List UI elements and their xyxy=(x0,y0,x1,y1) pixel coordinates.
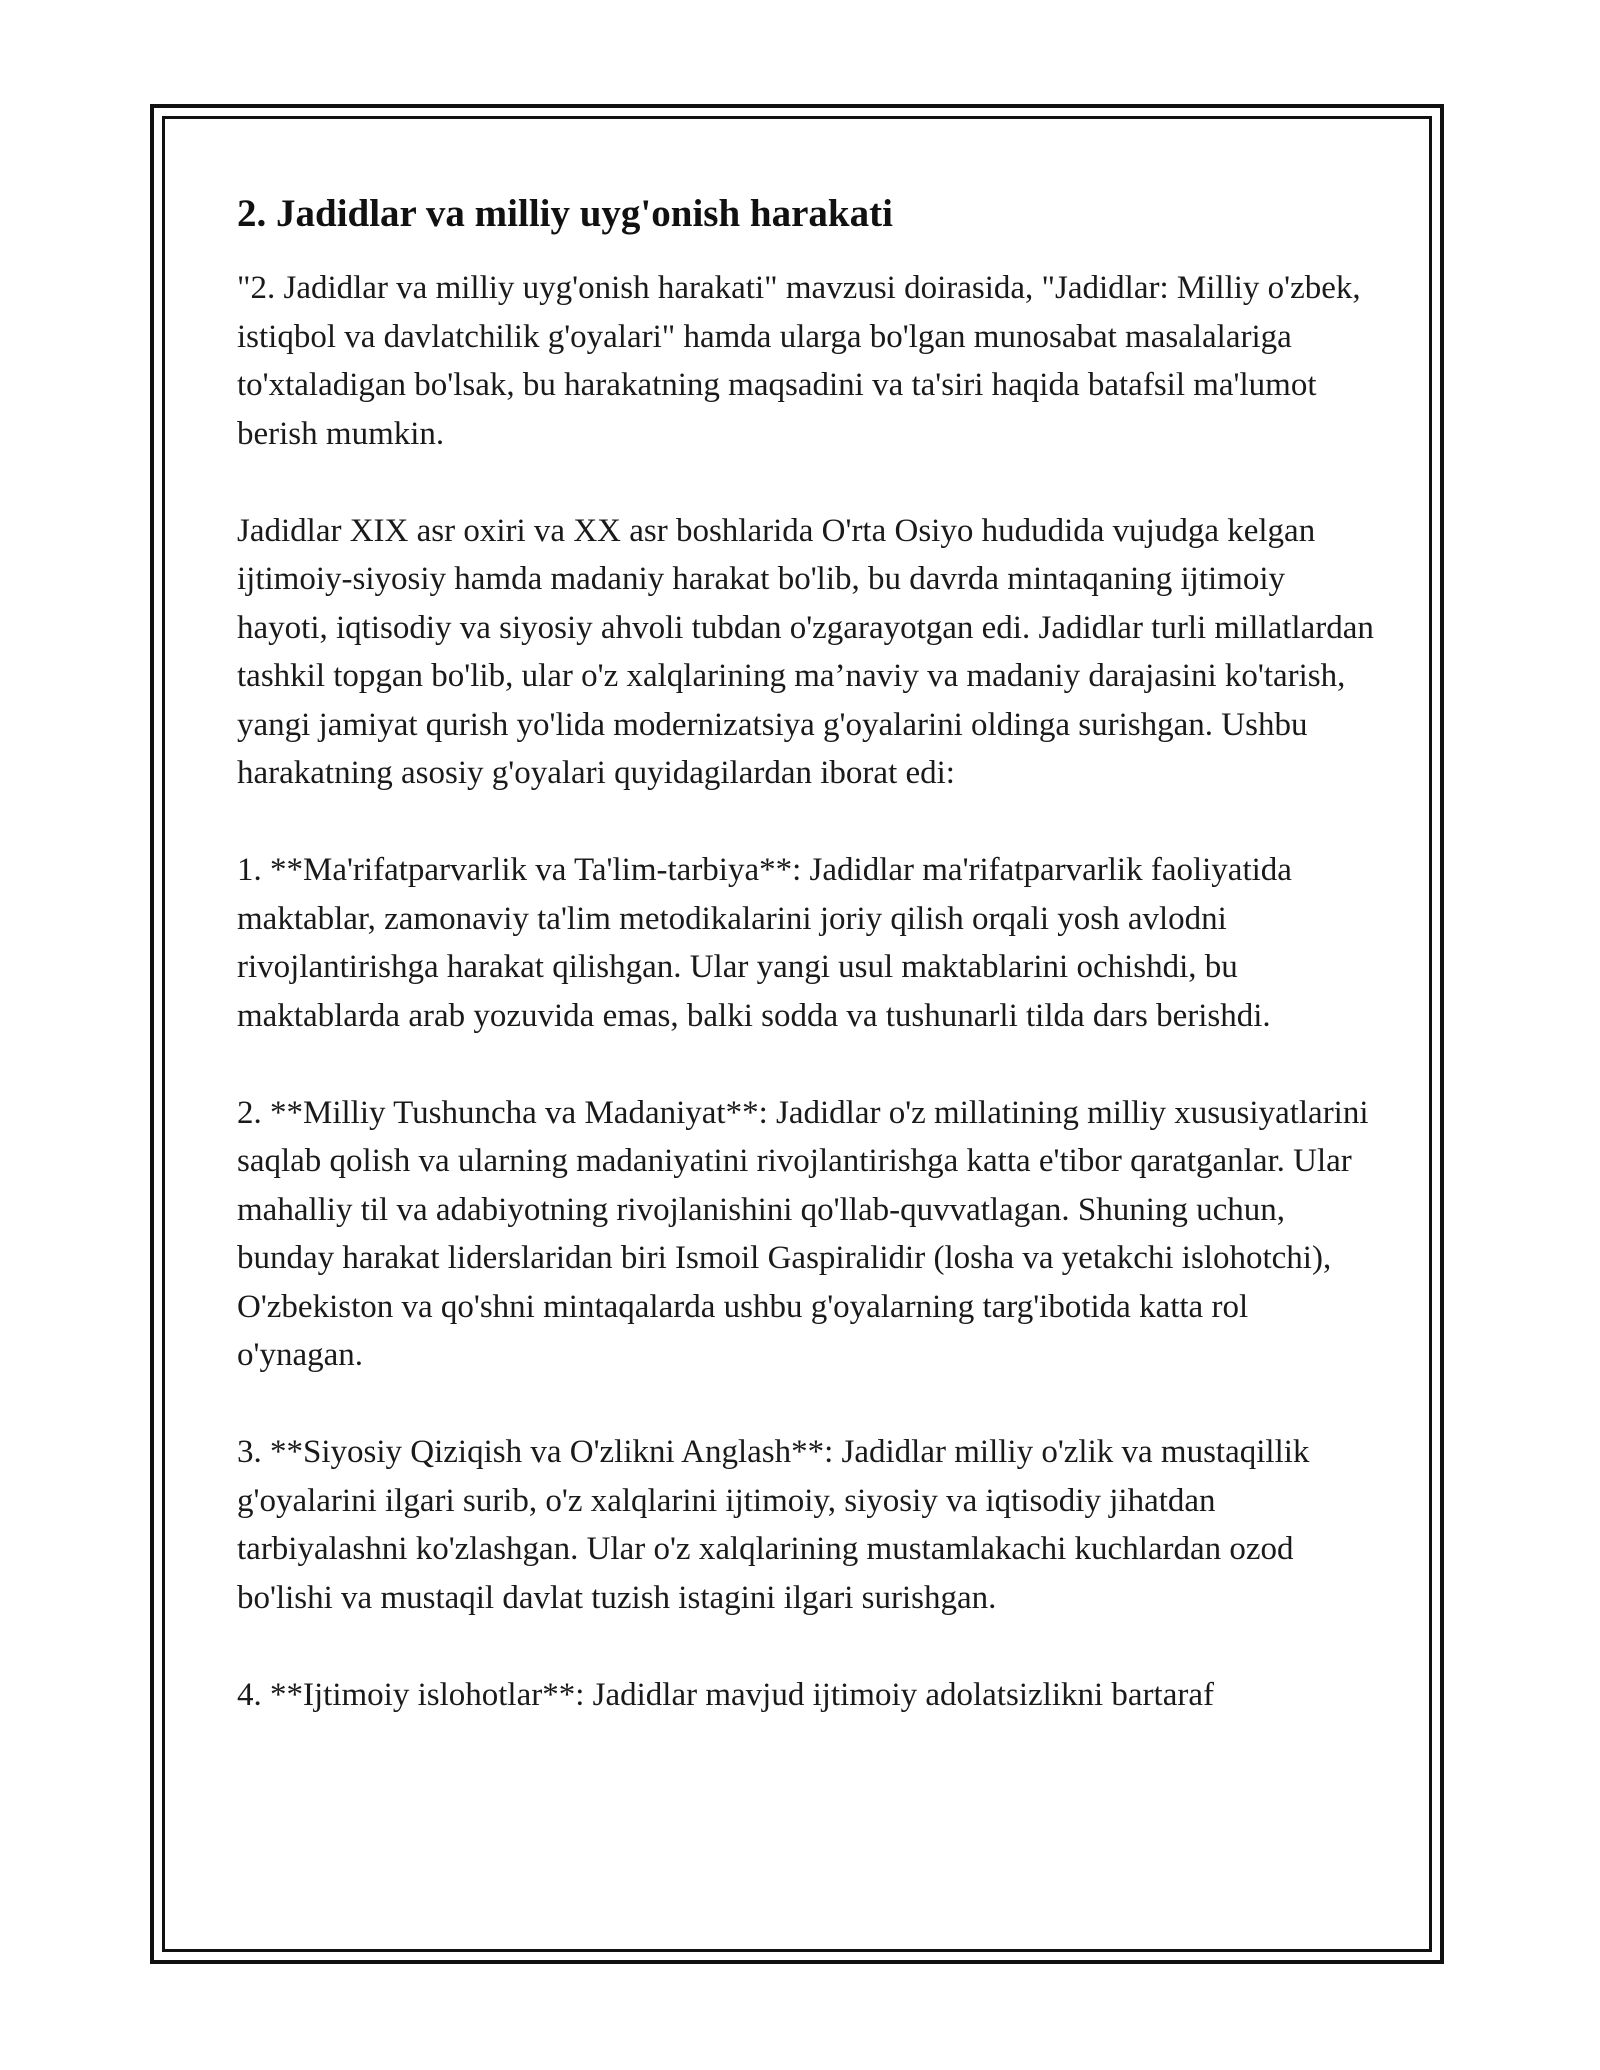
list-item-social-reforms: 4. **Ijtimoiy islohotlar**: Jadidlar mavjud ijtimoiy adolatsizlikni bartaraf xyxy=(237,1676,1214,1713)
list-item-political-identity: 3. **Siyosiy Qiziqish va O'zlikni Anglash**: Jadidlar milliy o'zlik va mustaqillik g'oyalarini ilgari surib, o'z xalqlarini ijtimoiy, siyosiy va iqtisodiy jihatdan tarbiyalashni ko'zlashgan. Ular o'z xalqlarining mustamlakachi kuchlardan ozod bo'lishi va mustaqil davlat tuzish istagini ilgari surishgan. xyxy=(237,1434,1310,1616)
list-item-enlightenment: 1. **Ma'rifatparvarlik va Ta'lim-tarbiya**: Jadidlar ma'rifatparvarlik faoliyatida maktablar, zamonaviy ta'lim metodikalarini joriy qilish orqali yosh avlodni rivojlantirishga harakat qilishgan. Ular yangi usul maktablarini ochishdi, bu maktablarda arab yozuvida emas, balki sodda va tushunarli tilda dars berishdi. xyxy=(237,852,1292,1034)
document-body xyxy=(237,188,1377,1719)
paragraph-background: Jadidlar XIX asr oxiri va XX asr boshlarida O'rta Osiyo hududida vujudga kelgan ijtimoiy-siyosiy hamda madaniy harakat bo'lib, bu davrda mintaqaning ijtimoiy hayoti, iqtisodiy va siyosiy ahvoli tubdan o'zgarayotgan edi. Jadidlar turli millatlardan tashkil topgan bo'lib, ular o'z xalqlarining ma’naviy va madaniy darajasini ko'tarish, yangi jamiyat qurish yo'lida modernizatsiya g'oyalarini oldinga surishgan. Ushbu harakatning asosiy g'oyalari quyidagilardan iborat edi: xyxy=(237,512,1374,791)
list-item-national-culture: 2. **Milliy Tushuncha va Madaniyat**: Jadidlar o'z millatining milliy xususiyatlarini saqlab qolish va ularning madaniyatini rivojlantirishga katta e'tibor qaratganlar. Ular mahalliy til va adabiyotning rivojlanishini qo'llab-quvvatlagan. Shuning uchun, bunday harakat liderslaridan biri Ismoil Gaspiralidir (losha va yetakchi islohotchi), O'zbekiston va qo'shni mintaqalarda ushbu g'oyalarning targ'ibotida katta rol o'ynagan. xyxy=(237,1094,1369,1373)
paragraph-intro: "2. Jadidlar va milliy uyg'onish harakati" mavzusi doirasida, "Jadidlar: Milliy o'zbek, istiqbol va davlatchilik g'oyalari" hamda ularga bo'lgan munosabat masalalariga to'xtaladigan bo'lsak, bu harakatning maqsadini va ta'siri haqida batafsil ma'lumot berish mumkin. xyxy=(237,270,1361,452)
section-heading: 2. Jadidlar va milliy uyg'onish harakati xyxy=(237,192,893,235)
